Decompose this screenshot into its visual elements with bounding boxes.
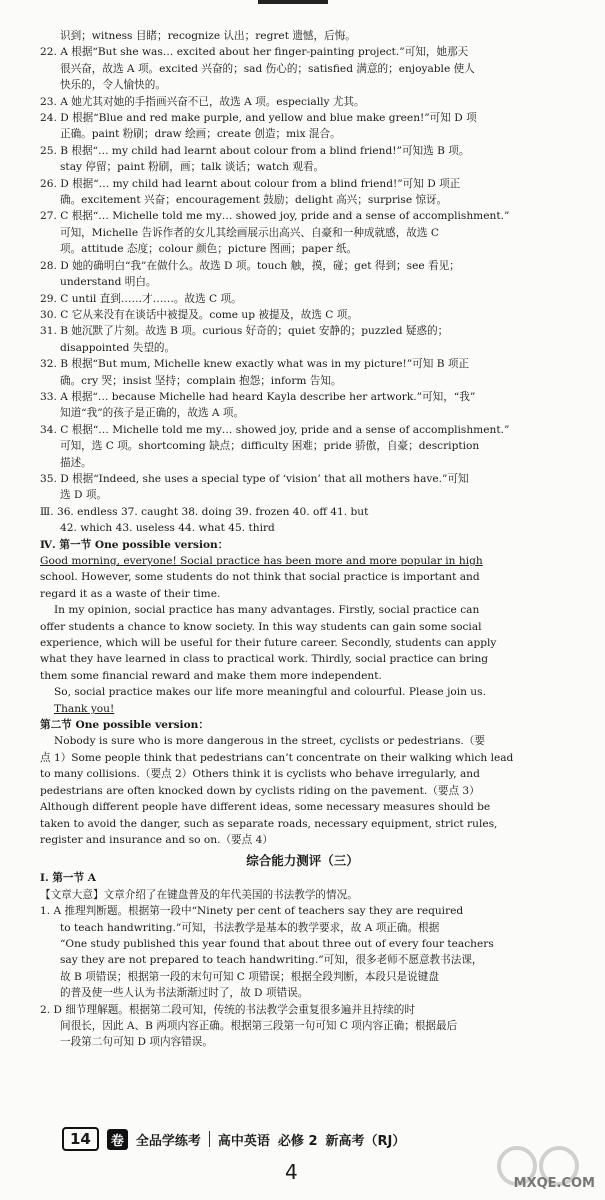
text-line: offer students a chance to know society. In this way students can gain some social	[40, 620, 482, 633]
text-line: 故 B 项错误；根据第一段的末句可知 C 项错误；根据全段判断，本段只是说键盘	[60, 970, 439, 983]
text-line: 22. A 根据“But she was… excited about her finger-painting project.”可知，她那天	[40, 46, 469, 59]
text-line: Ⅳ. 第一节 One possible version：	[40, 538, 229, 551]
text-line: 【文章大意】文章介绍了在键盘普及的年代美国的书法教学的情况。	[40, 888, 358, 901]
text-line: 点 1）Some people think that pedestrians can’t concentrate on their walking which lead	[40, 751, 514, 764]
footer-divider	[209, 1131, 210, 1147]
answer-key-page	[40, 28, 565, 1051]
text-line: 35. D 根据“Indeed, she uses a special type of ‘vision’ that all mothers have.”可知	[40, 472, 469, 485]
subject-label: 高中英语	[217, 1133, 270, 1149]
text-line: 可知，选 C 项。shortcoming 缺点；difficulty 困难；pride 骄傲，自豪；description	[60, 440, 480, 453]
text-line: 34. C 根据“… Michelle told me my… showed joy, pride and a sense of accomplishment.”	[40, 423, 510, 436]
text-line: 33. A 根据“… because Michelle had heard Kayla describe her artwork.”可知，“我”	[40, 390, 476, 403]
text-line: 可知，Michelle 告诉作者的女儿其绘画展示出高兴、自豪和一种成就感，故选 C	[60, 226, 439, 239]
watermark-text: MXQE.COM	[513, 1176, 595, 1191]
text-line: 选 D 项。	[60, 489, 108, 502]
text-line: 确。cry 哭；insist 坚持；complain 抱怨；inform 告知。	[60, 374, 342, 387]
text-line: In my opinion, social practice has many advantages. Firstly, social practice can	[54, 604, 480, 617]
text-line: them some financial reward and make them more independent.	[40, 669, 382, 682]
text-line: to many collisions.（要点 2）Others think it is cyclists who behave irregularly, and	[40, 768, 480, 781]
section-title: 综合能力测评（三）	[246, 853, 359, 869]
edition-label: 新高考（RJ）	[325, 1133, 406, 1149]
text-line: Good morning, everyone! Social practice has been more and more popular in high	[40, 555, 483, 567]
brand-name: 全品学练考	[135, 1133, 201, 1149]
text-line: 确。excitement 兴奋；encouragement 鼓励；delight 高兴；surprise 惊讶。	[60, 194, 448, 207]
text-line: 25. B 根据“… my child had learnt about colour from a blind friend!”可知选 B 项。	[40, 144, 470, 157]
text-line: 42. which 43. useless 44. what 45. third	[60, 522, 275, 535]
text-line: 的普及使一些人认为书法渐渐过时了，故 D 项错误。	[60, 987, 309, 1000]
text-line: Ⅲ. 36. endless 37. caught 38. doing 39. frozen 40. off 41. but	[40, 505, 369, 518]
text-line: 31. B 她沉默了片刻。故选 B 项。curious 好奇的；quiet 安静的；puzzled 疑惑的；	[40, 325, 449, 338]
text-line: stay 停留；paint 粉刷，画；talk 谈话；watch 观看。	[60, 161, 325, 174]
volume-label: 必修 2	[277, 1133, 318, 1149]
text-line: 2. D 细节理解题。根据第二段可知，传统的书法教学会重复很多遍并且持续的时	[40, 1003, 415, 1016]
text-line: disappointed 失望的。	[60, 341, 176, 354]
text-line: 23. A 她尤其对她的手指画兴奋不已，故选 A 项。especially 尤其。	[40, 95, 365, 108]
text-line: Thank you!	[54, 702, 115, 715]
text-line: 很兴奋，故选 A 项。excited 兴奋的；sad 伤心的；satisfied 满意的；enjoyable 使人	[60, 62, 475, 75]
text-line: taken to avoid the danger, such as separate roads, necessary equipment, strict rules,	[40, 817, 498, 830]
text-line: “One study published this year found that about three out of every four teachers	[60, 937, 494, 950]
text-line: experience, which will be useful for their future career. Secondly, students can apply	[40, 637, 497, 650]
text-line: 1. A 推理判断题。根据第一段中“Ninety per cent of teachers say they are required	[40, 905, 464, 918]
text-line: Ⅰ. 第一节 A	[40, 872, 97, 885]
juan-badge: 卷	[107, 1129, 128, 1150]
text-line: 描述。	[60, 456, 92, 469]
text-line: 28. D 她的确明白“我”在做什么。故选 D 项。touch 触，摸，碰；get 得到；see 看见；	[40, 259, 460, 272]
text-line: regard it as a waste of their time.	[40, 587, 221, 600]
text-line: So, social practice makes our life more meaningful and colourful. Please join us.	[54, 686, 486, 699]
text-line: 29. C until 直到……才……。故选 C 项。	[40, 292, 242, 305]
text-line: 正确。paint 粉刷；draw 绘画；create 创造；mix 混合。	[60, 128, 341, 141]
text-line: 第二节 One possible version：	[40, 719, 209, 732]
handwritten-page-mark: 4	[285, 1160, 298, 1184]
text-line: understand 明白。	[60, 276, 157, 289]
text-line: 间很长，因此 A、B 两项内容正确。根据第三段第一句可知 C 项内容正确；根据最后	[60, 1019, 458, 1032]
text-line: 32. B 根据“But mum, Michelle knew exactly what was in my picture!”可知 B 项正	[40, 358, 470, 371]
page-number: 14	[62, 1127, 99, 1151]
text-line: 识到；witness 目睹；recognize 认出；regret 遗憾，后悔。	[60, 30, 356, 42]
text-line: pedestrians are often knocked down by cyclists riding on the pavement.（要点 3）	[40, 784, 480, 797]
text-line: 30. C 它从来没有在谈话中被提及。come up 被提及，故选 C 项。	[40, 308, 358, 321]
text-line: to teach handwriting.”可知，书法教学是基本的教学要求，故 A 项正确。根据	[60, 921, 440, 934]
text-line: register and insurance and so on.（要点 4）	[40, 833, 273, 846]
text-line: 26. D 根据“… my child had learnt about colour from a blind friend!”可知 D 项正	[40, 177, 461, 190]
text-line: 24. D 根据“Blue and red make purple, and yellow and blue make green!”可知 D 项	[40, 112, 477, 125]
text-line: what they have learned in class to practical work. Thirdly, social practice can bring	[40, 653, 489, 666]
text-line: Nobody is sure who is more dangerous in the street, cyclists or pedestrians.（要	[54, 735, 485, 748]
text-line: school. However, some students do not think that social practice is important and	[40, 571, 480, 584]
text-line: 快乐的，令人愉快的。	[60, 79, 166, 92]
text-line: 知道“我”的孩子是正确的，故选 A 项。	[60, 407, 245, 420]
page-footer	[62, 1126, 562, 1152]
text-line: Although different people have different ideas, some necessary measures should be	[40, 801, 491, 814]
text-line: say they are not prepared to teach handwriting.”可知，很多老师不愿意教书法课，	[60, 954, 483, 967]
text-line: 一段第二句可知 D 项内容错误。	[60, 1036, 213, 1049]
top-edge-mark	[258, 0, 328, 4]
text-line: 27. C 根据“… Michelle told me my… showed joy, pride and a sense of accomplishment.”	[40, 210, 510, 223]
text-line: 项。attitude 态度；colour 颜色；picture 图画；paper 纸。	[60, 243, 358, 256]
